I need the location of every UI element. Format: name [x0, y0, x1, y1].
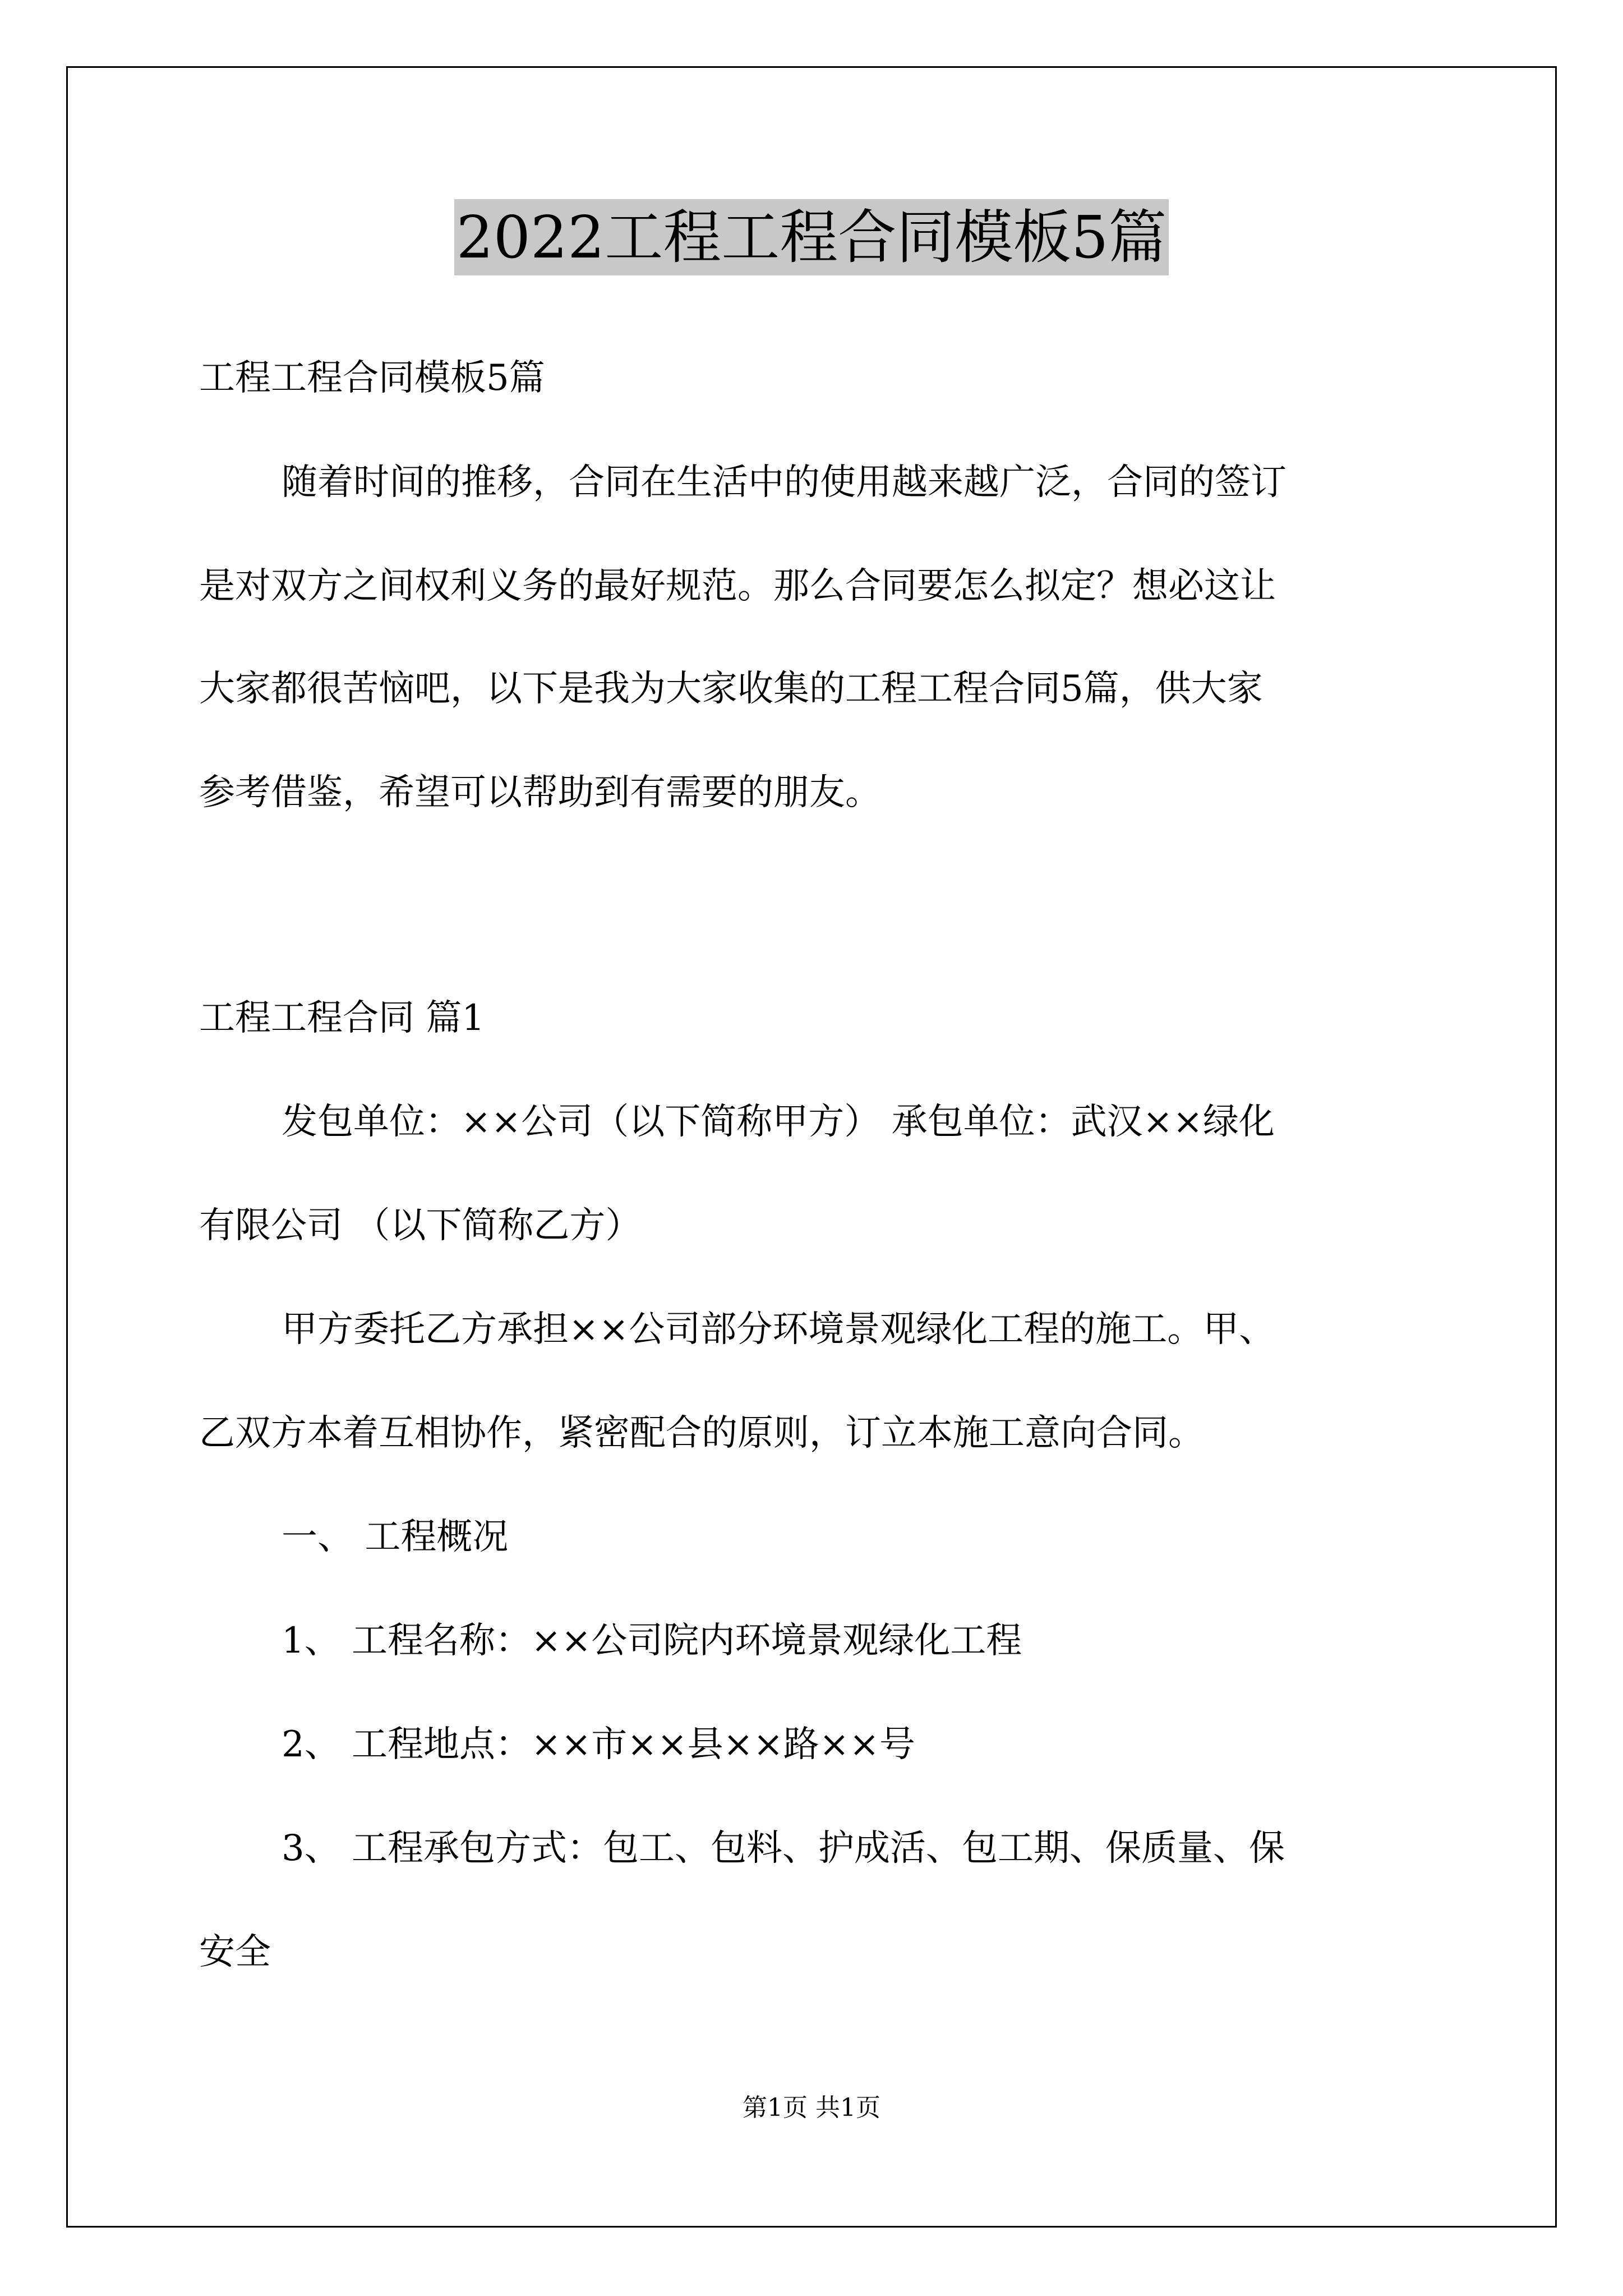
list-item: 2、 工程地点：××市××县××路××号	[282, 1724, 916, 1765]
intro-line-1: 随着时间的推移，合同在生活中的使用越来越广泛，合同的签订	[282, 462, 1287, 503]
intro-line-3: 大家都很苦恼吧，以下是我为大家收集的工程工程合同5篇，供大家	[199, 668, 1263, 710]
page-footer: 第1页 共1页	[743, 2093, 880, 2122]
title-container	[0, 199, 1623, 275]
section-heading: 工程工程合同 篇1	[199, 997, 485, 1039]
list-item: 1、 工程名称：××公司院内环境景观绿化工程	[282, 1620, 1022, 1662]
paragraph-line: 有限公司 （以下简称乙方）	[199, 1205, 642, 1246]
list-item: 3、 工程承包方式：包工、包料、护成活、包工期、保质量、保	[282, 1828, 1285, 1869]
intro-line-4: 参考借鉴，希望可以帮助到有需要的朋友。	[199, 772, 881, 813]
paragraph-line: 发包单位：××公司（以下简称甲方） 承包单位：武汉××绿化	[282, 1101, 1275, 1143]
item-heading: 一、 工程概况	[282, 1516, 509, 1558]
intro-line-2: 是对双方之间权利义务的最好规范。那么合同要怎么拟定？想必这让	[199, 565, 1276, 607]
paragraph-line: 甲方委托乙方承担××公司部分环境景观绿化工程的施工。甲、	[282, 1309, 1275, 1350]
document-title: 2022工程工程合同模板5篇	[454, 199, 1169, 275]
list-item-continuation: 安全	[199, 1931, 271, 1973]
subtitle: 工程工程合同模板5篇	[199, 357, 545, 399]
paragraph-line: 乙双方本着互相协作，紧密配合的原则，订立本施工意向合同。	[199, 1412, 1204, 1454]
